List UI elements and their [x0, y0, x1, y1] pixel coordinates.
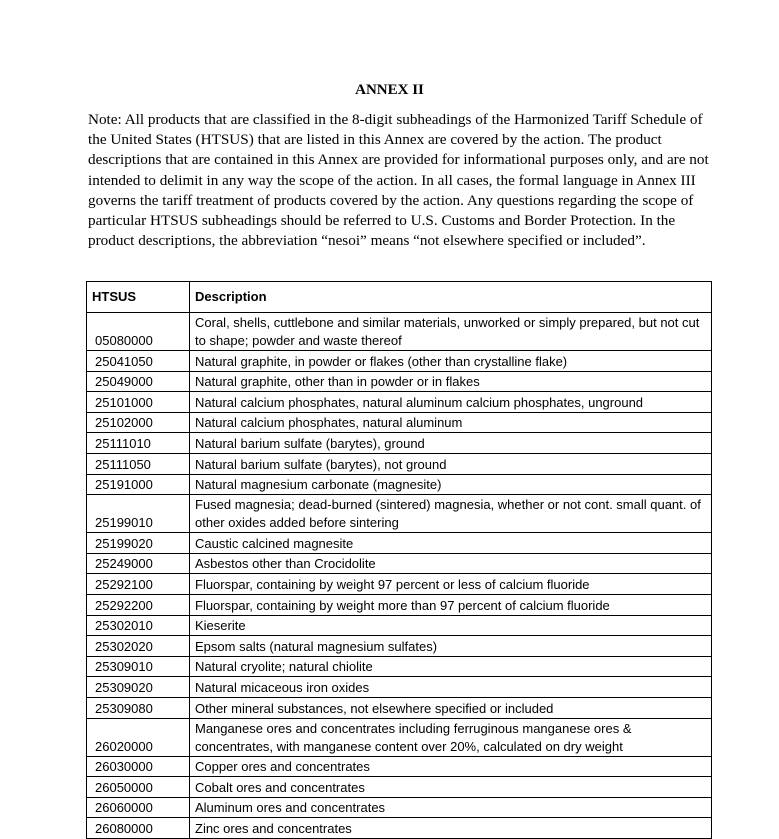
header-description: Description [190, 282, 712, 313]
description-cell: Natural graphite, other than in powder or in flakes [190, 371, 712, 392]
table-row [87, 777, 712, 798]
table-row [87, 495, 712, 533]
htsus-table [86, 281, 712, 839]
htsus-code-cell: 26080000 [87, 818, 190, 839]
table-row [87, 392, 712, 413]
description-cell: Manganese ores and concentrates including ferruginous manganese ores & concentrates, with manganese content over 20%, calculated on dry weight [190, 718, 712, 756]
description-cell: Cobalt ores and concentrates [190, 777, 712, 798]
htsus-code-cell: 25111050 [87, 453, 190, 474]
table-row [87, 313, 712, 351]
description-cell: Other mineral substances, not elsewhere specified or included [190, 697, 712, 718]
header-htsus: HTSUS [87, 282, 190, 313]
htsus-code-cell: 25249000 [87, 553, 190, 574]
table-row [87, 574, 712, 595]
htsus-code-cell: 25199020 [87, 533, 190, 554]
description-cell: Natural barium sulfate (barytes), not ground [190, 453, 712, 474]
htsus-code-cell: 25302020 [87, 636, 190, 657]
description-cell: Natural cryolite; natural chiolite [190, 656, 712, 677]
description-cell: Fluorspar, containing by weight 97 percent or less of calcium fluoride [190, 574, 712, 595]
table-row [87, 474, 712, 495]
htsus-code-cell: 25199010 [87, 495, 190, 533]
htsus-code-cell: 26030000 [87, 756, 190, 777]
table-row [87, 453, 712, 474]
table-row [87, 718, 712, 756]
description-cell: Fluorspar, containing by weight more than 97 percent of calcium fluoride [190, 594, 712, 615]
table-row [87, 351, 712, 372]
htsus-code-cell: 25309020 [87, 677, 190, 698]
description-cell: Aluminum ores and concentrates [190, 797, 712, 818]
description-cell: Asbestos other than Crocidolite [190, 553, 712, 574]
htsus-code-cell: 25302010 [87, 615, 190, 636]
htsus-code-cell: 25309080 [87, 697, 190, 718]
description-cell: Zinc ores and concentrates [190, 818, 712, 839]
table-row [87, 818, 712, 839]
htsus-code-cell: 25101000 [87, 392, 190, 413]
htsus-code-cell: 26050000 [87, 777, 190, 798]
htsus-code-cell: 26060000 [87, 797, 190, 818]
htsus-code-cell: 25292100 [87, 574, 190, 595]
description-cell: Natural calcium phosphates, natural aluminum [190, 412, 712, 433]
description-cell: Natural calcium phosphates, natural aluminum calcium phosphates, unground [190, 392, 712, 413]
table-body [87, 313, 712, 839]
table-row [87, 412, 712, 433]
description-cell: Caustic calcined magnesite [190, 533, 712, 554]
table-row [87, 553, 712, 574]
table-row [87, 636, 712, 657]
description-cell: Coral, shells, cuttlebone and similar materials, unworked or simply prepared, but not cut to shape; powder and waste thereof [190, 313, 712, 351]
htsus-code-cell: 25309010 [87, 656, 190, 677]
note-text: Note: All products that are classified in the 8-digit subheadings of the Harmonized Tariff Schedule of the United States (HTSUS) that are listed in this Annex are covered by the action. The product descriptions that are contained in this Annex are provided for informational purposes only, and are not intended to delimit in any way the scope of the action. In all cases, the formal language in Annex III governs the tariff treatment of products covered by the action. Any questions regarding the scope of particular HTSUS subheadings should be referred to U.S. Customs and Border Protection. In the product descriptions, the abbreviation “nesoi” means “not elsewhere specified or included”. [88, 111, 709, 250]
description-cell: Natural graphite, in powder or flakes (other than crystalline flake) [190, 351, 712, 372]
description-cell: Kieserite [190, 615, 712, 636]
table-row [87, 756, 712, 777]
note-paragraph [88, 110, 716, 251]
description-cell: Copper ores and concentrates [190, 756, 712, 777]
table-header-row [87, 282, 712, 313]
table-row [87, 656, 712, 677]
table-row [87, 371, 712, 392]
htsus-code-cell: 25191000 [87, 474, 190, 495]
htsus-code-cell: 25102000 [87, 412, 190, 433]
htsus-code-cell: 25292200 [87, 594, 190, 615]
annex-title: ANNEX II [355, 82, 424, 98]
description-cell: Natural barium sulfate (barytes), ground [190, 433, 712, 454]
table-row [87, 615, 712, 636]
htsus-code-cell: 25111010 [87, 433, 190, 454]
htsus-code-cell: 05080000 [87, 313, 190, 351]
description-cell: Natural micaceous iron oxides [190, 677, 712, 698]
htsus-code-cell: 25049000 [87, 371, 190, 392]
description-cell: Epsom salts (natural magnesium sulfates) [190, 636, 712, 657]
description-cell: Fused magnesia; dead-burned (sintered) magnesia, whether or not cont. small quant. of other oxides added before sintering [190, 495, 712, 533]
description-cell: Natural magnesium carbonate (magnesite) [190, 474, 712, 495]
table-row [87, 797, 712, 818]
htsus-code-cell: 25041050 [87, 351, 190, 372]
table-row [87, 533, 712, 554]
htsus-code-cell: 26020000 [87, 718, 190, 756]
table-row [87, 594, 712, 615]
table-row [87, 677, 712, 698]
table-row [87, 433, 712, 454]
table-row [87, 697, 712, 718]
